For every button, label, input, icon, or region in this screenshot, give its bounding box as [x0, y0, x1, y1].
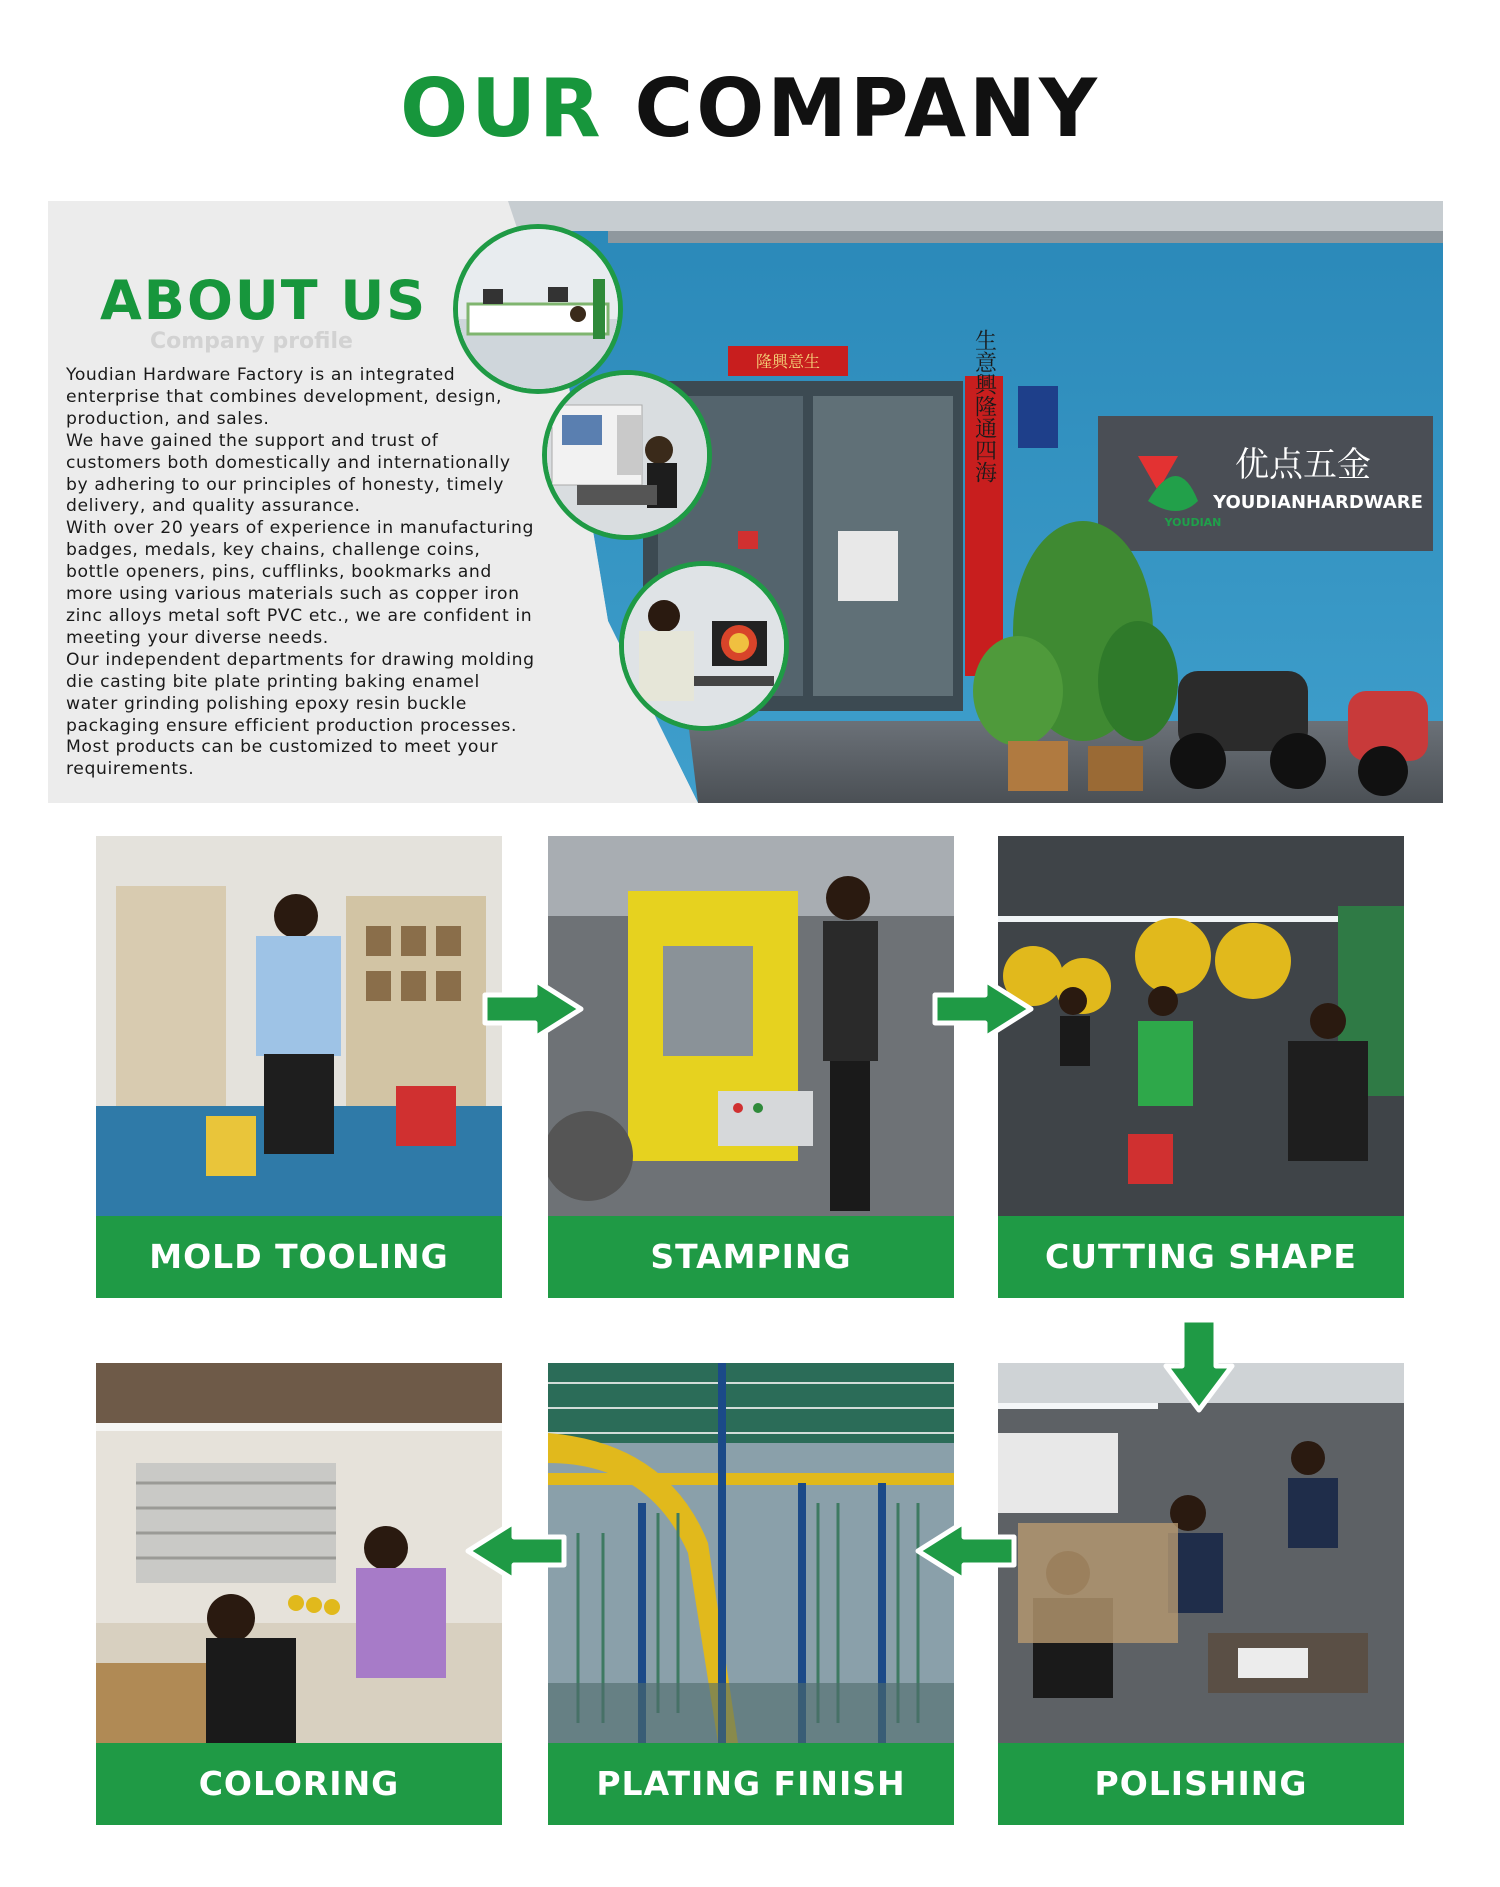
- process-tile-polishing: [998, 1363, 1404, 1825]
- computer-photo: [624, 566, 784, 726]
- office-photo-circle: [453, 224, 623, 394]
- about-paragraph: We have gained the support and trust of customers both domestically and internationally by adhering to our principles of honesty, timely delivery, and quality assurance.: [66, 430, 511, 517]
- arrow-right-icon: [481, 976, 585, 1042]
- title-green-word: OUR: [400, 62, 604, 155]
- polishing-photo: [998, 1363, 1404, 1743]
- about-paragraph: Youdian Hardware Factory is an integrated enterprise that combines development, design, production, and sales.: [66, 365, 503, 429]
- title-black-word: COMPANY: [634, 62, 1100, 155]
- mold-tooling-photo: [96, 836, 502, 1216]
- about-subtitle: Company profile: [150, 329, 353, 354]
- sign-chinese-text: 优点五金: [1235, 445, 1371, 485]
- sign-english-text: YOUDIANHARDWARE: [1213, 492, 1423, 513]
- process-tile-cutting-shape: [998, 836, 1404, 1298]
- step-label: POLISHING: [998, 1743, 1404, 1825]
- computer-photo-circle: [619, 561, 789, 731]
- process-tile-coloring: [96, 1363, 502, 1825]
- stamping-photo: [548, 836, 954, 1216]
- arrow-left-icon: [464, 1518, 568, 1584]
- sign-logo-text: YOUDIAN: [1164, 516, 1222, 529]
- step-label: PLATING FINISH: [548, 1743, 954, 1825]
- about-paragraph: With over 20 years of experience in manufacturing badges, medals, key chains, challenge coins, bottle openers, pins, cufflinks, bookmarks and more using various materials such as copper iron zinc alloys metal soft PVC etc., we are confident in meeting your diverse needs.: [66, 518, 535, 648]
- process-tile-mold-tooling: [96, 836, 502, 1298]
- step-label: STAMPING: [548, 1216, 954, 1298]
- step-label: MOLD TOOLING: [96, 1216, 502, 1298]
- process-tile-stamping: [548, 836, 954, 1298]
- about-section: [48, 201, 1443, 803]
- plating-finish-photo: [548, 1363, 954, 1743]
- office-photo: [458, 229, 618, 389]
- about-description: [66, 365, 536, 781]
- step-label: COLORING: [96, 1743, 502, 1825]
- arrow-right-icon: [931, 976, 1035, 1042]
- top-banner-text: 隆興意生: [755, 352, 821, 371]
- cutting-shape-photo: [998, 836, 1404, 1216]
- about-title: ABOUT US: [100, 269, 428, 332]
- page-title: [0, 62, 1500, 155]
- arrow-down-icon: [1162, 1316, 1236, 1414]
- arrow-left-icon: [914, 1518, 1018, 1584]
- lab-photo-circle: [542, 370, 712, 540]
- lab-photo: [547, 375, 707, 535]
- process-tile-plating-finish: [548, 1363, 954, 1825]
- coloring-photo: [96, 1363, 502, 1743]
- vertical-banner-text: 生意興隆通四海: [971, 329, 997, 483]
- about-paragraph: Our independent departments for drawing molding die casting bite plate printing baking enamel water grinding polishing epoxy resin buckle packaging ensure efficient production processes. Most products can be customized to meet your requirements.: [66, 649, 535, 780]
- step-label: CUTTING SHAPE: [998, 1216, 1404, 1298]
